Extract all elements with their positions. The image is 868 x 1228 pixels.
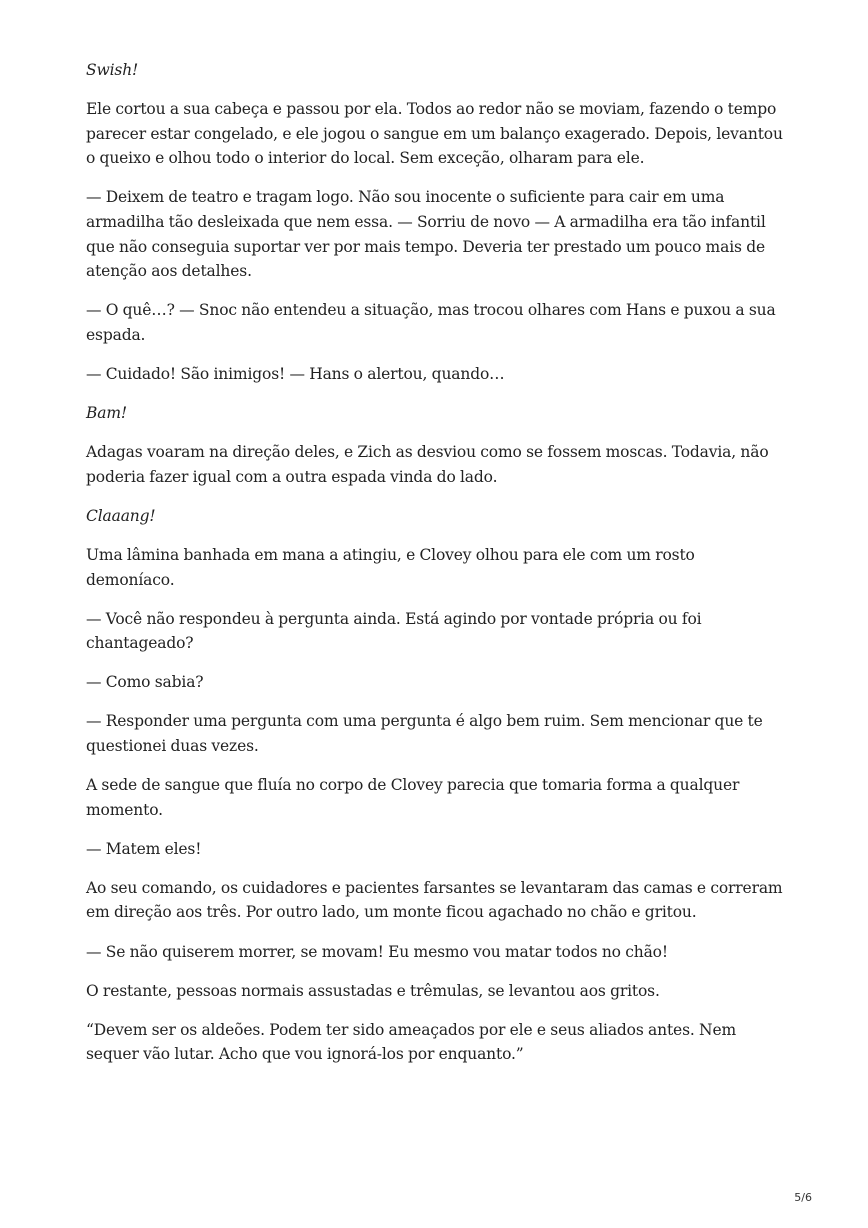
paragraph-14: — Matem eles! — [86, 839, 202, 858]
paragraph-8: Claaang! — [86, 506, 156, 525]
paragraph-7: Adagas voaram na direção deles, e Zich as desviou como se fossem moscas. Todavia, não poderia fazer igual com a outra espada vinda do lado. — [86, 443, 769, 486]
paragraph-13: A sede de sangue que fluía no corpo de Clovey parecia que tomaria forma a qualquer momento. — [86, 776, 740, 819]
paragraph-11: — Como sabia? — [86, 673, 204, 692]
paragraph-3: — Deixem de teatro e tragam logo. Não sou inocente o suficiente para cair em uma armadilha tão desleixada que nem essa. — Sorriu de novo — A armadilha era tão infantil que não conseguia suportar ver por mais tempo. Deveria ter prestado um pouco mais de atenção aos detalhes. — [86, 188, 766, 281]
paragraph-15: Ao seu comando, os cuidadores e pacientes farsantes se levantaram das camas e correram em direção aos três. Por outro lado, um monte ficou agachado no chão e gritou. — [86, 878, 783, 922]
paragraph-9: Uma lâmina banhada em mana a atingiu, e Clovey olhou para ele com um rosto demoníaco. — [86, 545, 695, 589]
paragraph-17: O restante, pessoas normais assustadas e trêmulas, se levantou aos gritos. — [86, 981, 660, 1000]
page-number: 5/6 — [794, 1191, 812, 1204]
paragraph-10: — Você não respondeu à pergunta ainda. Está agindo por vontade própria ou foi chantageado? — [86, 609, 702, 653]
document-body — [86, 58, 786, 1081]
paragraph-6: Bam! — [86, 404, 127, 423]
paragraph-18: “Devem ser os aldeões. Podem ter sido ameaçados por ele e seus aliados antes. Nem sequer vão lutar. Acho que vou ignorá-los por enquanto.” — [86, 1020, 737, 1064]
paragraph-16: — Se não quiserem morrer, se movam! Eu mesmo vou matar todos no chão! — [86, 942, 668, 961]
paragraph-2: Ele cortou a sua cabeça e passou por ela. Todos ao redor não se moviam, fazendo o tempo parecer estar congelado, e ele jogou o sangue em um balanço exagerado. Depois, levantou o queixo e olhou todo o interior do local. Sem exceção, olharam para ele. — [86, 100, 783, 168]
paragraph-12: — Responder uma pergunta com uma pergunta é algo bem ruim. Sem mencionar que te questionei duas vezes. — [86, 712, 763, 755]
paragraph-4: — O quê…? — Snoc não entendeu a situação, mas trocou olhares com Hans e puxou a sua espada. — [86, 301, 776, 344]
paragraph-1: Swish! — [86, 61, 139, 79]
paragraph-5: — Cuidado! São inimigos! — Hans o alertou, quando… — [86, 364, 505, 383]
